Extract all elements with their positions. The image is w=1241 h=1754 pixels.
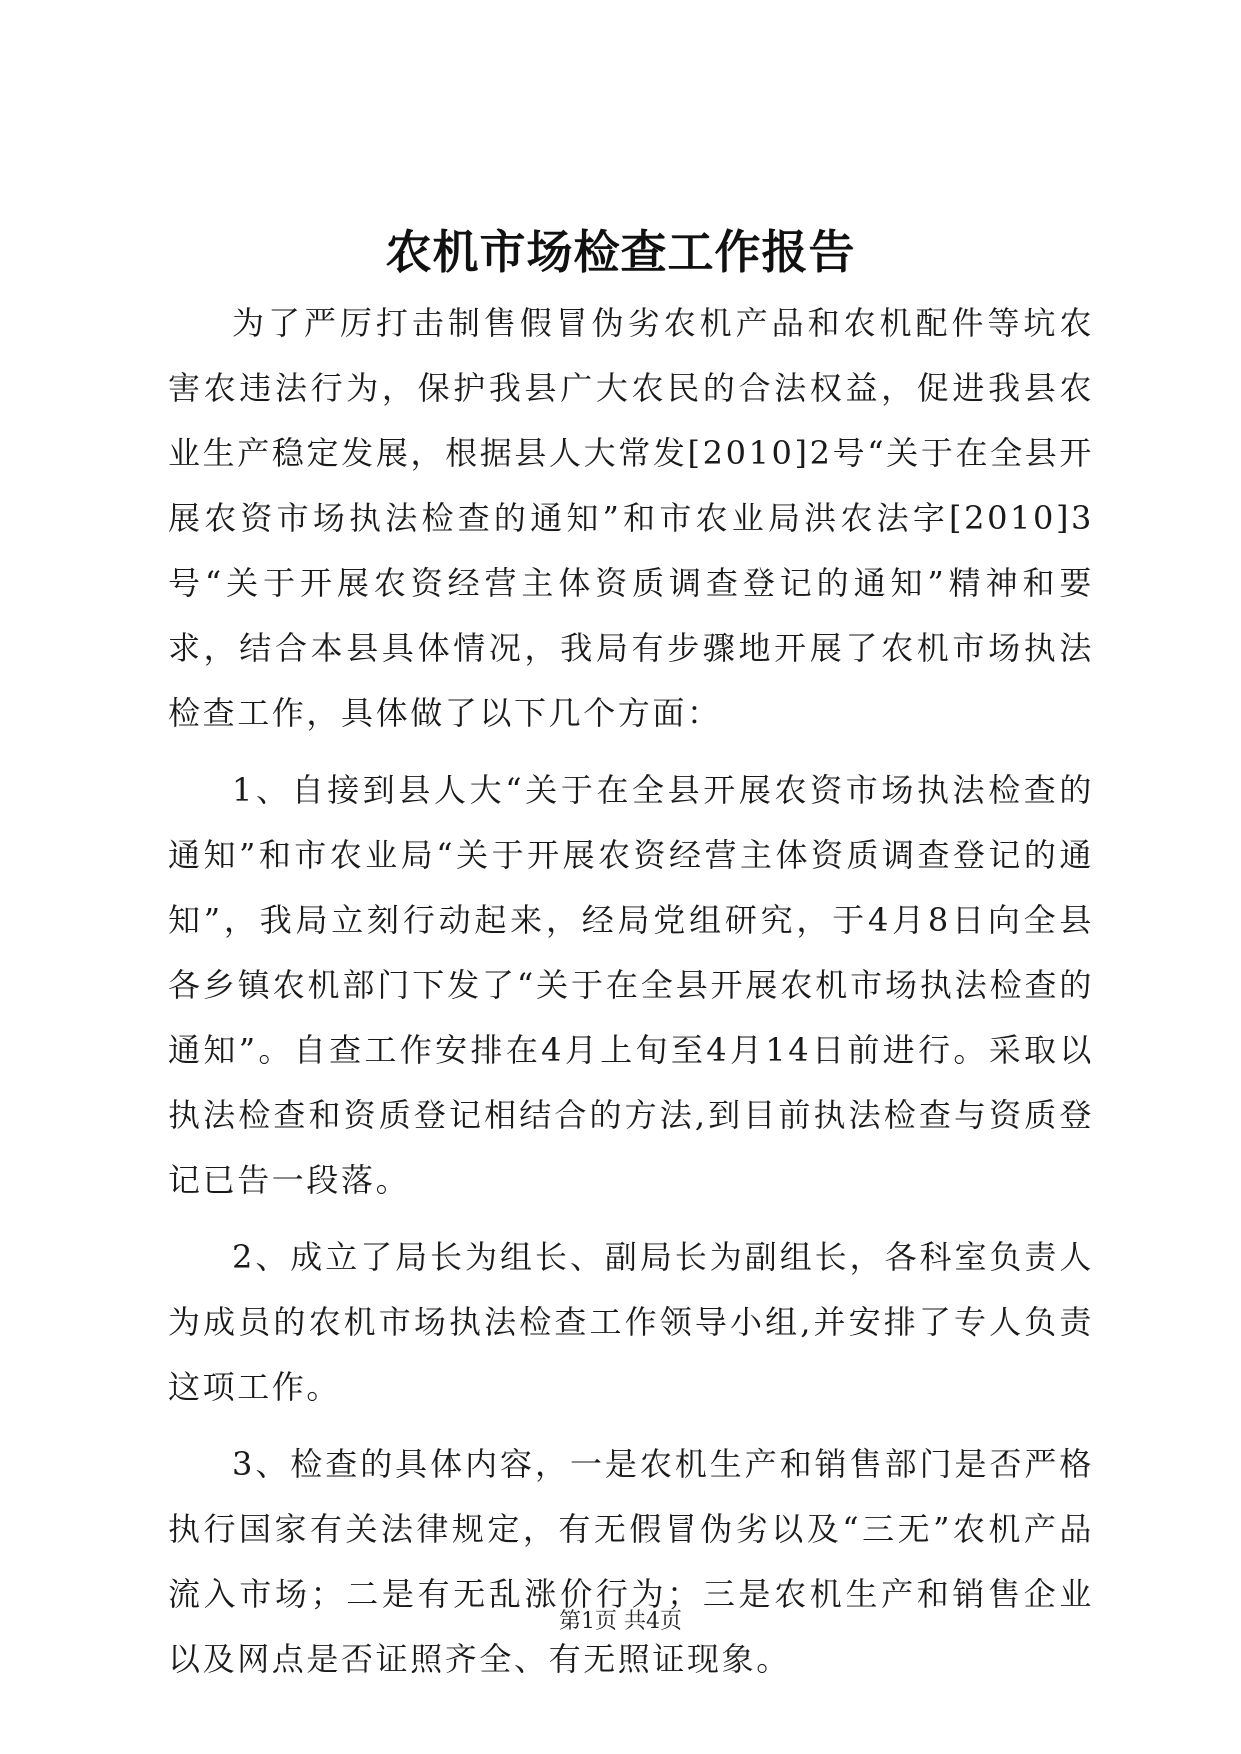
page-number-footer: 第1页 共4页 (559, 1609, 682, 1634)
paragraph-item-2: 2、成立了局长为组长、副局长为副组长，各科室负责人为成员的农机市场执法检查工作领导小组,并安排了专人负责这项工作。 (168, 1238, 1094, 1406)
paragraph-item-1: 1、自接到县人大“关于在全县开展农资市场执法检查的通知”和市农业局“关于开展农资经营主体资质调查登记的通知”，我局立刻行动起来，经局党组研究，于4月8日向全县各乡镇农机部门下发了“关于在全县开展农机市场执法检查的通知”。自查工作安排在4月上旬至4月14日前进行。采取以执法检查和资质登记相结合的方法,到目前执法检查与资质登记已告一段落。 (168, 771, 1094, 1199)
document-body (168, 291, 1094, 1692)
paragraph-item-3: 3、检查的具体内容，一是农机生产和销售部门是否严格执行国家有关法律规定，有无假冒伪劣以及“三无”农机产品流入市场；二是有无乱涨价行为；三是农机生产和销售企业以及网点是否证照齐全、有无照证现象。 (168, 1445, 1094, 1678)
document-title: 农机市场检查工作报告 (385, 225, 856, 279)
paragraph-intro: 为了严厉打击制售假冒伪劣农机产品和农机配件等坑农害农违法行为，保护我县广大农民的合法权益，促进我县农业生产稳定发展，根据县人大常发[2010]2号“关于在全县开展农资市场执法检查的通知”和市农业局洪农法字[2010]3号“关于开展农资经营主体资质调查登记的通知”精神和要求，结合本县具体情况，我局有步骤地开展了农机市场执法检查工作，具体做了以下几个方面： (168, 304, 1094, 732)
